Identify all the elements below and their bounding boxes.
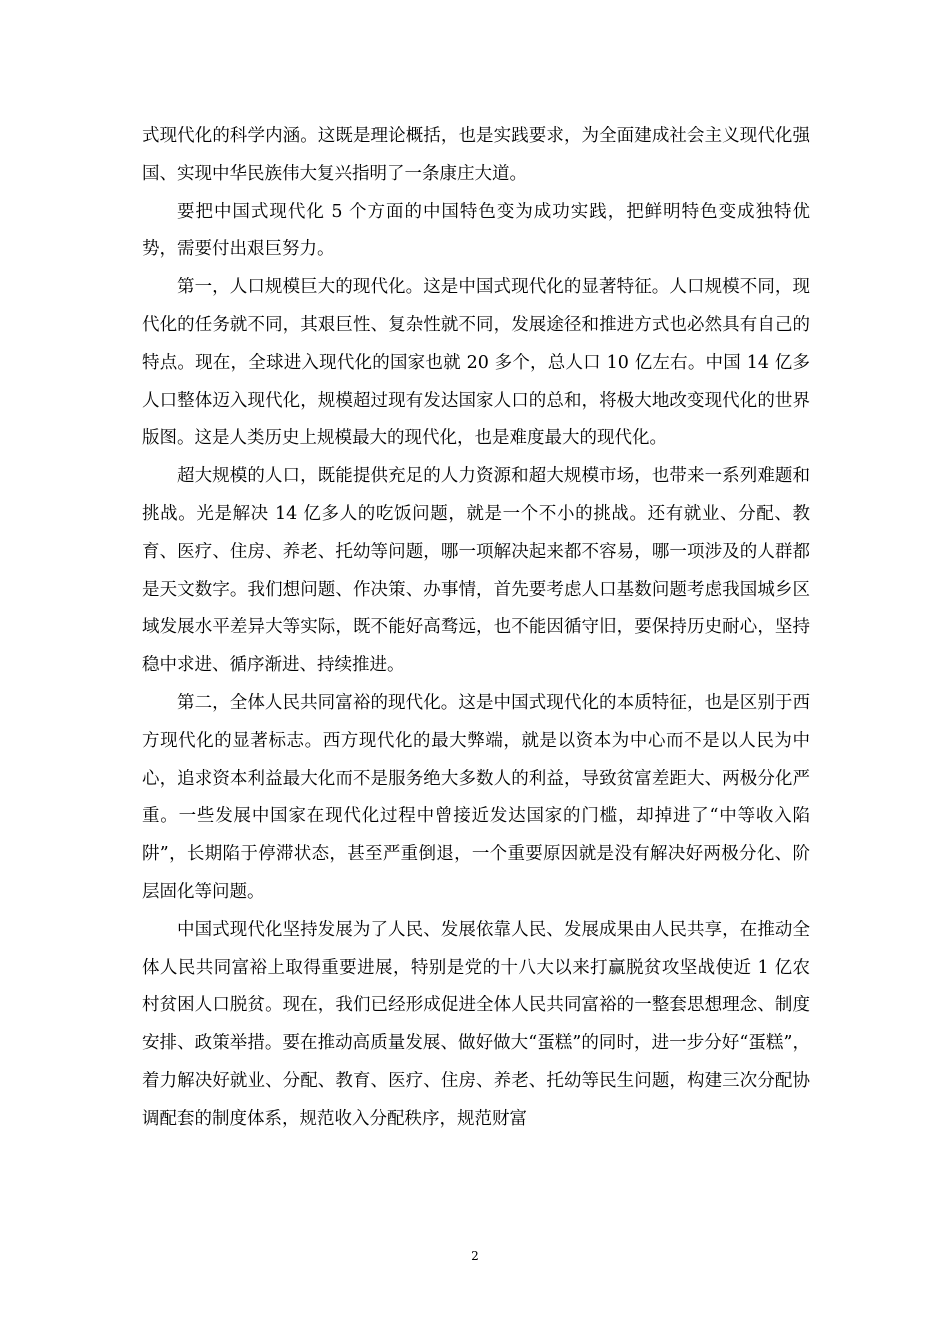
paragraph-second-point: 第二，全体人民共同富裕的现代化。这是中国式现代化的本质特征，也是区别于西方现代化的显著标志。西方现代化的最大弊端，就是以资本为中心而不是以人民为中心，追求资本利益最大化而不是服务绝大多数人的利益，导致贫富差距大、两极分化严重。一些发展中国家在现代化过程中曾接近发达国家的门槛，却掉进了“中等收入陷阱”，长期陷于停滞状态，甚至严重倒退，一个重要原因就是没有解决好两极分化、阶层固化等问题。 <box>142 692 810 902</box>
page-number: 2 <box>471 1249 479 1263</box>
body-text <box>142 118 810 1139</box>
paragraph: 超大规模的人口，既能提供充足的人力资源和超大规模市场，也带来一系列难题和挑战。光是解决 14 亿多人的吃饭问题，就是一个不小的挑战。还有就业、分配、教育、医疗、住房、养老、托幼等问题，哪一项解决起来都不容易，哪一项涉及的人群都是天文数字。我们想问题、作决策、办事情，首先要考虑人口基数问题考虑我国城乡区域发展水平差异大等实际，既不能好高骛远，也不能因循守旧，要保持历史耐心，坚持稳中求进、循序渐进、持续推进。 <box>142 466 810 676</box>
paragraph: 中国式现代化坚持发展为了人民、发展依靠人民、发展成果由人民共享，在推动全体人民共同富裕上取得重要进展，特别是党的十八大以来打赢脱贫攻坚战使近 1 亿农村贫困人口脱贫。现在，我们已经形成促进全体人民共同富裕的一整套思想理念、制度安排、政策举措。要在推动高质量发展、做好做大“蛋糕”的同时，进一步分好“蛋糕”，着力解决好就业、分配、教育、医疗、住房、养老、托幼等民生问题，构建三次分配协调配套的制度体系，规范收入分配秩序，规范财富 <box>142 919 810 1129</box>
paragraph-continued: 式现代化的科学内涵。这既是理论概括，也是实践要求，为全面建成社会主义现代化强国、实现中华民族伟大复兴指明了一条康庄大道。 <box>142 126 810 184</box>
paragraph-first-point: 第一，人口规模巨大的现代化。这是中国式现代化的显著特征。人口规模不同，现代化的任务就不同，其艰巨性、复杂性就不同，发展途径和推进方式也必然具有自己的特点。现在，全球进入现代化的国家也就 20 多个，总人口 10 亿左右。中国 14 亿多人口整体迈入现代化，规模超过现有发达国家人口的总和，将极大地改变现代化的世界版图。这是人类历史上规模最大的现代化，也是难度最大的现代化。 <box>142 277 810 449</box>
paragraph: 要把中国式现代化 5 个方面的中国特色变为成功实践，把鲜明特色变成独特优势，需要付出艰巨努力。 <box>142 201 810 260</box>
